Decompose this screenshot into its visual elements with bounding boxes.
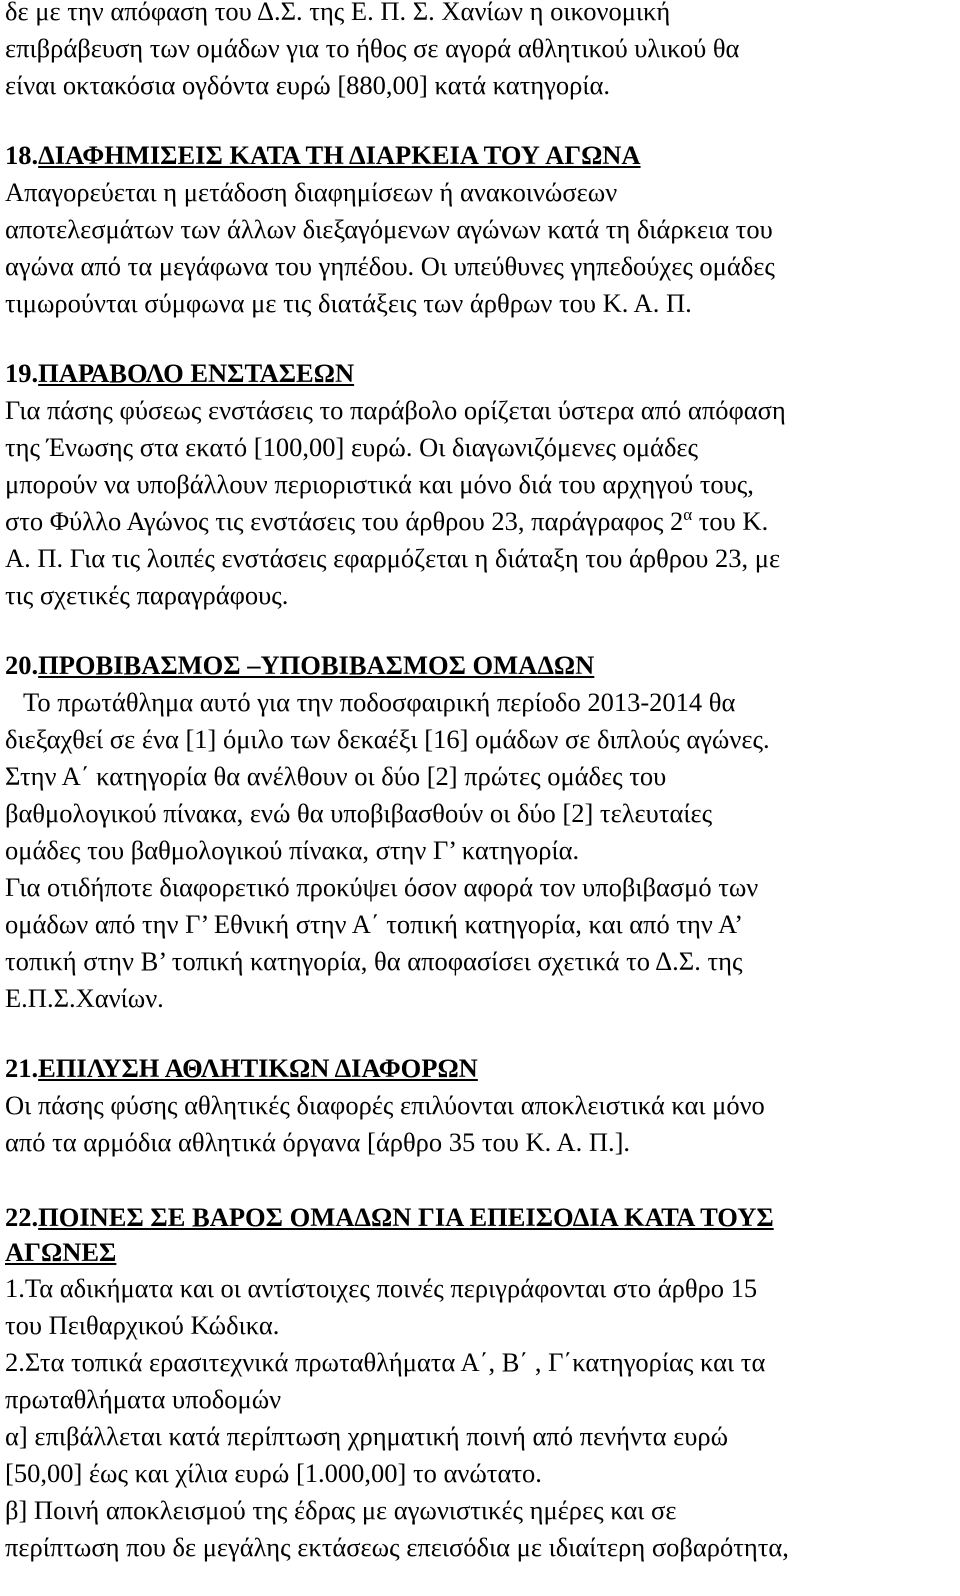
- section-18-heading: [5, 140, 641, 170]
- paragraph-line: Ε.Π.Σ.Χανίων.: [5, 983, 164, 1013]
- paragraph-text: του Κ.: [692, 506, 769, 536]
- section-title: ΔΙΑΦΗΜΙΣΕΙΣ ΚΑΤΑ ΤΗ ΔΙΑΡΚΕΙΑ ΤΟΥ ΑΓΩΝΑ: [38, 140, 641, 170]
- section-number: 20.: [5, 650, 39, 680]
- paragraph-line: περίπτωση που δε μεγάλης εκτάσεως επεισόδια με ιδιαίτερη σοβαρότητα,: [5, 1532, 789, 1562]
- paragraph-text: στο Φύλλο Αγώνος τις ενστάσεις του άρθρου 23, παράγραφος 2: [5, 506, 684, 536]
- intro-line: δε με την απόφαση του Δ.Σ. της Ε. Π. Σ. Χανίων η οικονομική: [5, 0, 671, 26]
- paragraph-line: αποτελεσμάτων των άλλων διεξαγόμενων αγώνων κατά τη διάρκεια του: [5, 214, 773, 244]
- paragraph-line: α] επιβάλλεται κατά περίπτωση χρηματική ποινή από πενήντα ευρώ: [5, 1421, 729, 1451]
- paragraph-line: Στην Α΄ κατηγορία θα ανέλθουν οι δύο [2] πρώτες ομάδες του: [5, 761, 667, 791]
- section-19-heading: [5, 358, 354, 388]
- section-title: ΠΡΟΒΙΒΑΣΜΟΣ –ΥΠΟΒΙΒΑΣΜΟΣ ΟΜΑΔΩΝ: [38, 650, 595, 680]
- paragraph-line: ομάδες του βαθμολογικού πίνακα, στην Γ’ κατηγορία.: [5, 835, 580, 865]
- section-number: 18.: [5, 140, 39, 170]
- paragraph-line: αγώνα από τα μεγάφωνα του γηπέδου. Οι υπεύθυνες γηπεδούχες ομάδες: [5, 251, 775, 281]
- intro-line: είναι οκτακόσια ογδόντα ευρώ [880,00] κατά κατηγορία.: [5, 70, 610, 100]
- section-22-heading: [5, 1202, 774, 1232]
- paragraph-line: Οι πάσης φύσης αθλητικές διαφορές επιλύονται αποκλειστικά και μόνο: [5, 1090, 765, 1120]
- section-title: ΑΓΩΝΕΣ: [5, 1237, 117, 1267]
- paragraph-line: [5, 506, 768, 536]
- paragraph-line: διεξαχθεί σε ένα [1] όμιλο των δεκαέξι [16] ομάδων σε διπλούς αγώνες.: [5, 724, 770, 754]
- paragraph-line: από τα αρμόδια αθλητικά όργανα [άρθρο 35 του Κ. Α. Π.].: [5, 1127, 631, 1157]
- paragraph-line: βαθμολογικού πίνακα, ενώ θα υποβιβασθούν οι δύο [2] τελευταίες: [5, 798, 713, 828]
- paragraph-line: τιμωρούνται σύμφωνα με τις διατάξεις των άρθρων του Κ. Α. Π.: [5, 288, 692, 318]
- paragraph-line: ομάδων από την Γ’ Εθνική στην Α΄ τοπική κατηγορία, και από την Α’: [5, 909, 744, 939]
- section-20-heading: [5, 650, 594, 680]
- paragraph-line: τοπική στην Β’ τοπική κατηγορία, θα αποφασίσει σχετικά το Δ.Σ. της: [5, 946, 743, 976]
- paragraph-line: τις σχετικές παραγράφους.: [5, 580, 289, 610]
- paragraph-line: Το πρωτάθλημα αυτό για την ποδοσφαιρική περίοδο 2013-2014 θα: [23, 687, 736, 717]
- paragraph-line: Για πάσης φύσεως ενστάσεις το παράβολο ορίζεται ύστερα από απόφαση: [5, 395, 786, 425]
- paragraph-line: 1.Τα αδικήματα και οι αντίστοιχες ποινές περιγράφονται στο άρθρο 15: [5, 1273, 758, 1303]
- section-title: ΕΠΙΛΥΣΗ ΑΘΛΗΤΙΚΩΝ ΔΙΑΦΟΡΩΝ: [38, 1053, 478, 1083]
- section-number: 19.: [5, 358, 39, 388]
- paragraph-line: του Πειθαρχικού Κώδικα.: [5, 1310, 280, 1340]
- paragraph-line: Για οτιδήποτε διαφορετικό προκύψει όσον αφορά τον υποβιβασμό των: [5, 872, 759, 902]
- section-21-heading: [5, 1053, 478, 1083]
- section-number: 21.: [5, 1053, 39, 1083]
- section-22-heading-cont: [5, 1237, 116, 1267]
- section-number: 22.: [5, 1202, 39, 1232]
- section-title: ΠΟΙΝΕΣ ΣΕ ΒΑΡΟΣ ΟΜΑΔΩΝ ΓΙΑ ΕΠΕΙΣΟΔΙΑ ΚΑΤΑ ΤΟΥΣ: [38, 1202, 774, 1232]
- paragraph-line: Απαγορεύεται η μετάδοση διαφημίσεων ή ανακοινώσεων: [5, 177, 618, 207]
- paragraph-line: της Ένωσης στα εκατό [100,00] ευρώ. Οι διαγωνιζόμενες ομάδες: [5, 432, 699, 462]
- intro-line: επιβράβευση των ομάδων για το ήθος σε αγορά αθλητικού υλικού θα: [5, 33, 740, 63]
- paragraph-line: μπορούν να υποβάλλουν περιοριστικά και μόνο διά του αρχηγού τους,: [5, 469, 754, 499]
- superscript: α: [683, 505, 693, 524]
- paragraph-line: β] Ποινή αποκλεισμού της έδρας με αγωνιστικές ημέρες και σε: [5, 1495, 677, 1525]
- section-title: ΠΑΡΑΒΟΛΟ ΕΝΣΤΑΣΕΩΝ: [38, 358, 355, 388]
- paragraph-line: πρωταθλήματα υποδομών: [5, 1384, 282, 1414]
- paragraph-line: 2.Στα τοπικά ερασιτεχνικά πρωταθλήματα Α΄, Β΄ , Γ΄κατηγορίας και τα: [5, 1347, 766, 1377]
- paragraph-line: [50,00] έως και χίλια ευρώ [1.000,00] το ανώτατο.: [5, 1458, 542, 1488]
- paragraph-line: Α. Π. Για τις λοιπές ενστάσεις εφαρμόζεται η διάταξη του άρθρου 23, με: [5, 543, 781, 573]
